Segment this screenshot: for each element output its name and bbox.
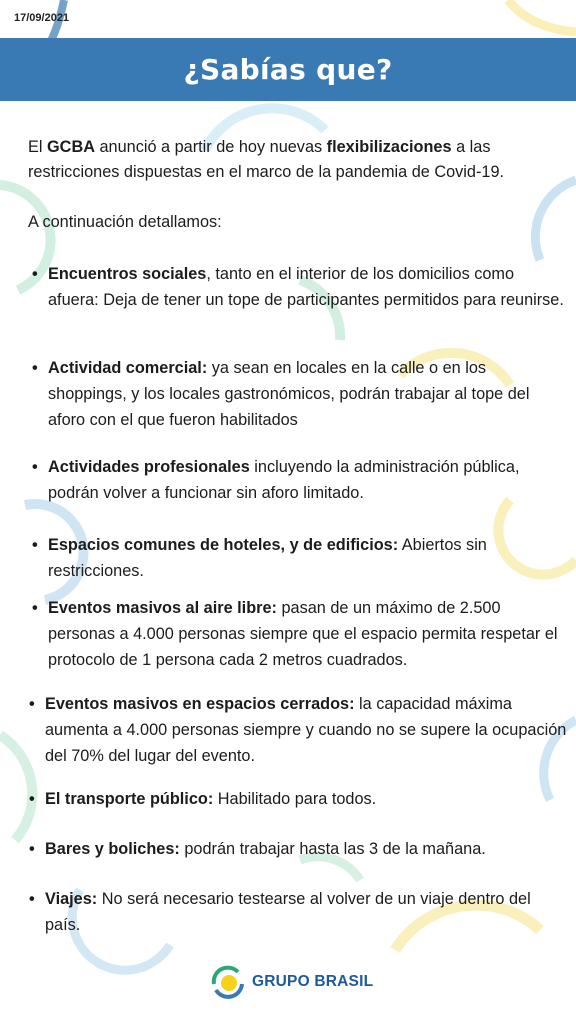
item-text: Habilitado para todos. bbox=[213, 790, 377, 808]
list-item bbox=[29, 836, 565, 862]
logo-text: GRUPO BRASIL bbox=[252, 973, 374, 990]
bullet: • bbox=[29, 840, 35, 858]
bullet: • bbox=[32, 536, 38, 554]
item-text: No será necesario testearse al volver de un viaje dentro del país. bbox=[45, 890, 531, 934]
intro-bold-gcba: GCBA bbox=[47, 138, 95, 156]
title-banner bbox=[0, 38, 576, 101]
intro-bold-flexibilizaciones: flexibilizaciones bbox=[326, 138, 452, 156]
item-text: podrán trabajar hasta las 3 de la mañana. bbox=[179, 840, 486, 858]
bullet: • bbox=[32, 265, 38, 283]
bullet: • bbox=[32, 599, 38, 617]
grupo-brasil-logo bbox=[210, 962, 373, 1002]
list-item bbox=[29, 886, 565, 938]
item-text: incluyendo la administración pública, podrán volver a funcionar sin aforo limitado. bbox=[48, 458, 520, 502]
list-item bbox=[32, 532, 568, 584]
item-heading: Espacios comunes de hoteles, y de edificios: bbox=[48, 536, 399, 554]
item-heading: Actividad comercial: bbox=[48, 359, 208, 377]
item-text: pasan de un máximo de 2.500 personas a 4.000 personas siempre que el espacio permita respetar el protocolo de 1 persona cada 2 metros cuadrados. bbox=[48, 599, 558, 669]
bullet: • bbox=[29, 890, 35, 908]
grupo-brasil-logo-icon bbox=[210, 964, 246, 1000]
list-item bbox=[32, 261, 568, 313]
intro-paragraph bbox=[28, 135, 558, 185]
intro-text-2: anunció a partir de hoy nuevas bbox=[94, 138, 327, 156]
item-text: , tanto en el interior de los domicilios como afuera: Deja de tener un tope de participantes permitidos para reunirse. bbox=[48, 265, 564, 309]
intro-text-1: El bbox=[28, 138, 48, 156]
item-heading: Actividades profesionales bbox=[48, 458, 250, 476]
bullet: • bbox=[29, 695, 35, 713]
list-item bbox=[32, 595, 568, 673]
page-title: ¿Sabías que? bbox=[183, 53, 393, 86]
bullet: • bbox=[29, 790, 35, 808]
bullet: • bbox=[32, 359, 38, 377]
list-item bbox=[32, 355, 568, 433]
list-item bbox=[29, 691, 570, 769]
list-item bbox=[32, 454, 568, 506]
item-heading: Encuentros sociales bbox=[48, 265, 207, 283]
item-heading: Eventos masivos al aire libre: bbox=[48, 599, 277, 617]
item-heading: El transporte público: bbox=[45, 790, 214, 808]
item-text: la capacidad máxima aumenta a 4.000 personas siempre y cuando no se supere la ocupación del 70% del lugar del evento. bbox=[45, 695, 567, 765]
item-heading: Eventos masivos en espacios cerrados: bbox=[45, 695, 355, 713]
item-text: ya sean en locales en la calle o en los shoppings, y los locales gastronómicos, podrán trabajar al tope del aforo con el que fueron habilitados bbox=[48, 359, 530, 429]
list-item bbox=[29, 786, 565, 812]
item-heading: Viajes: bbox=[45, 890, 98, 908]
intro-text-3: a las restricciones dispuestas en el marco de la pandemia de Covid-19. bbox=[28, 138, 505, 181]
bullet: • bbox=[32, 458, 38, 476]
lead-text: A continuación detallamos: bbox=[28, 213, 222, 231]
date-label: 17/09/2021 bbox=[14, 12, 70, 24]
item-text: Abiertos sin restricciones. bbox=[48, 536, 487, 580]
item-heading: Bares y boliches: bbox=[45, 840, 180, 858]
